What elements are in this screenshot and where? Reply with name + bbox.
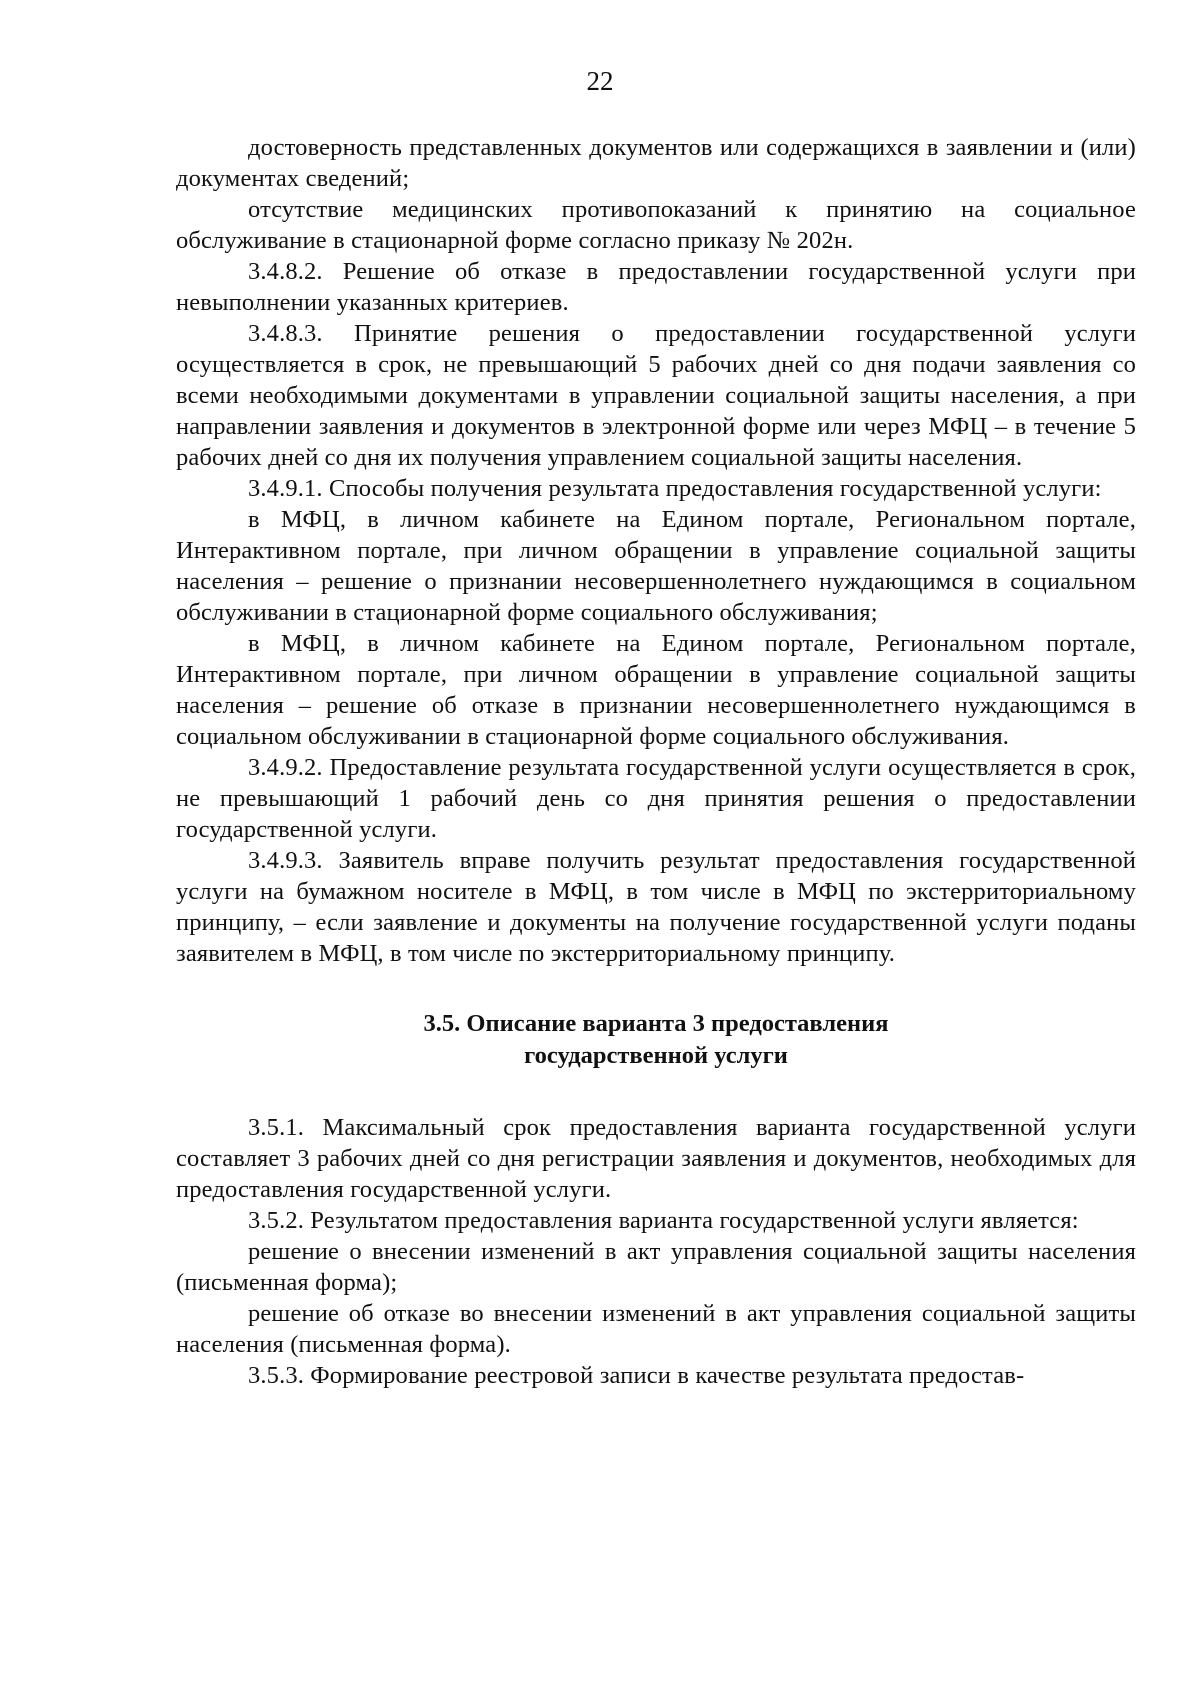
- paragraph: достоверность представленных документов или содержащихся в заявлении и (или) документах сведений;: [176, 134, 1136, 192]
- section-heading-line-1: 3.5. Описание варианта 3 предоставления: [423, 1010, 889, 1037]
- paragraph: решение о внесении изменений в акт управления социальной защиты населения (письменная форма);: [176, 1238, 1136, 1296]
- paragraph: отсутствие медицинских противопоказаний к принятию на социальное обслуживание в стационарной форме согласно приказу № 202н.: [176, 196, 1136, 254]
- paragraph: 3.5.2. Результатом предоставления варианта государственной услуги является:: [248, 1207, 1079, 1234]
- paragraph: 3.4.8.2. Решение об отказе в предоставлении государственной услуги при невыполнении указанных критериев.: [176, 258, 1136, 316]
- paragraph: в МФЦ, в личном кабинете на Едином портале, Региональном портале, Интерактивном портале, при личном обращении в управление социальной защиты населения – решение об отказе в признании несовершеннолетнего нуждающимся в социальном обслуживании в стационарной форме социального обслуживания.: [176, 630, 1136, 750]
- paragraph: 3.5.1. Максимальный срок предоставления варианта государственной услуги составляет 3 рабочих дней со дня регистрации заявления и документов, необходимых для предоставления государственной услуги.: [176, 1114, 1136, 1203]
- section-heading: [176, 1008, 1136, 1072]
- paragraph-last: 3.5.3. Формирование реестровой записи в качестве результата предостав-: [248, 1362, 1025, 1389]
- paragraph: 3.4.9.1. Способы получения результата предоставления государственной услуги:: [248, 475, 1102, 502]
- document-body: [176, 132, 1136, 1391]
- paragraph: 3.4.9.2. Предоставление результата государственной услуги осуществляется в срок, не превышающий 1 рабочий день со дня принятия решения о предоставлении государственной услуги.: [176, 754, 1136, 843]
- paragraph: 3.4.8.3. Принятие решения о предоставлении государственной услуги осуществляется в срок, не превышающий 5 рабочих дней со дня подачи заявления со всеми необходимыми документами в управлении социальной защиты населения, а при направлении заявления и документов в электронной форме или через МФЦ – в течение 5 рабочих дней со дня их получения управлением социальной защиты населения.: [176, 320, 1136, 471]
- section-heading-line-2: государственной услуги: [524, 1042, 788, 1069]
- page-number: 22: [586, 66, 614, 96]
- paragraph: 3.4.9.3. Заявитель вправе получить результат предоставления государственной услуги на бумажном носителе в МФЦ, в том числе в МФЦ по экстерриториальному принципу, – если заявление и документы на получение государственной услуги поданы заявителем в МФЦ, в том числе по экстерриториальному принципу.: [176, 847, 1136, 967]
- paragraph: в МФЦ, в личном кабинете на Едином портале, Региональном портале, Интерактивном портале, при личном обращении в управление социальной защиты населения – решение о признании несовершеннолетнего нуждающимся в социальном обслуживании в стационарной форме социального обслуживания;: [176, 506, 1136, 626]
- paragraph: решение об отказе во внесении изменений в акт управления социальной защиты населения (письменная форма).: [176, 1300, 1136, 1358]
